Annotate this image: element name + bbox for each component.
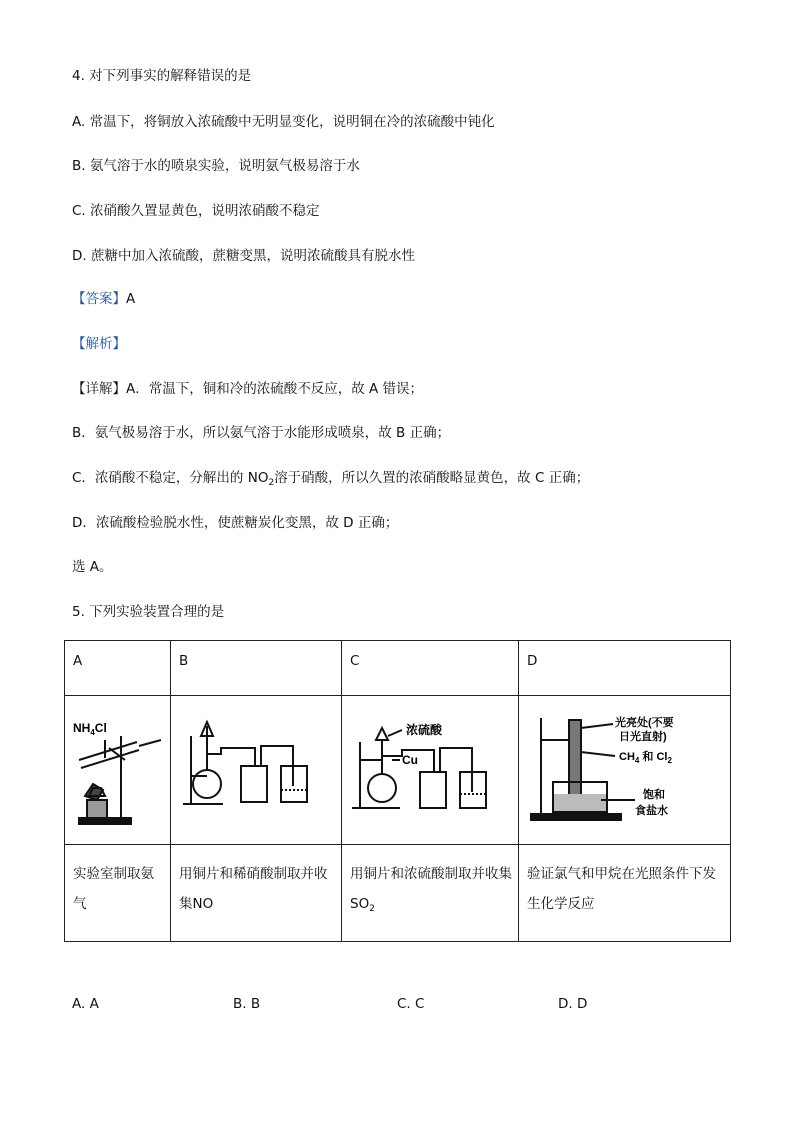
table-image-row <box>65 696 731 845</box>
a-reagent-label: $NH_4Cl$ <box>73 721 107 737</box>
detail-c-part1: C．浓硝酸不稳定，分解出的 NO <box>72 470 269 486</box>
apparatus-b-cell <box>171 696 342 845</box>
apparatus-c-diagram <box>342 696 517 844</box>
detail-tag: 【详解】 <box>72 381 126 397</box>
d-gas-label: $CH_4$ 和 $Cl_2$ <box>619 751 672 765</box>
apparatus-d-cell <box>519 696 731 845</box>
q5-choice-b: B. B <box>233 996 261 1012</box>
a-test-tube <box>79 742 137 760</box>
q5-choice-a: A. A <box>72 996 99 1012</box>
detail-a: A．常温下，铜和冷的浓硫酸不反应，故 A 错误； <box>126 381 424 397</box>
header-cell-c: C <box>342 641 519 696</box>
c-acid-label: 浓硫酸 <box>406 723 443 737</box>
header-cell-b: B <box>171 641 342 696</box>
detail-b: B．氨气极易溶于水，所以氨气溶于水能形成喷泉，故 B 正确； <box>72 425 451 441</box>
d-gas-tube <box>569 720 581 796</box>
c-flask <box>368 774 396 802</box>
q5-choice-d: D. D <box>558 996 588 1012</box>
d-light-label-2: 日光直射) <box>619 731 667 743</box>
c-funnel <box>376 728 388 740</box>
b-bottle-1 <box>241 766 267 802</box>
answer-tag: 【答案】 <box>72 291 126 307</box>
apparatus-d-diagram <box>519 696 729 844</box>
detail-d: D．浓硫酸检验脱水性，使蔗糖炭化变黑，故 D 正确； <box>72 515 399 531</box>
q5-stem: 5. 下列实验装置合理的是 <box>72 604 225 620</box>
c-bottle-1 <box>420 772 446 808</box>
header-cell-a: A <box>65 641 171 696</box>
detail-c-part2: 溶于硝酸，所以久置的浓硝酸略显黄色，故 C 正确； <box>274 470 590 486</box>
d-solution-label-2: 食盐水 <box>635 805 668 817</box>
detail-c-subscript: 2 <box>268 478 275 488</box>
b-flask <box>193 770 221 798</box>
c-acid-pointer <box>388 730 402 736</box>
a-delivery-tube <box>139 740 161 746</box>
a-test-tube-lower <box>81 750 139 768</box>
detail-c-line <box>72 469 589 487</box>
apparatus-table <box>64 640 731 942</box>
d-gas-pointer <box>581 752 615 756</box>
apparatus-a-cell <box>65 696 171 845</box>
q5-choice-c: C. C <box>397 996 425 1012</box>
answer-value: A <box>126 291 136 307</box>
table-description-row <box>65 845 731 942</box>
analysis-line <box>72 335 126 353</box>
header-cell-d: D <box>519 641 731 696</box>
a-block <box>87 800 107 818</box>
detail-a-line <box>72 380 423 398</box>
c-metal-label: Cu <box>402 753 418 767</box>
d-light-label-1: 光亮处(不要 <box>615 717 674 729</box>
apparatus-b-diagram <box>171 696 340 844</box>
q4-option-b: B. 氨气溶于水的喷泉实验，说明氨气极易溶于水 <box>72 158 360 174</box>
q4-option-d: D. 蔗糖中加入浓硫酸，蔗糖变黑，说明浓硫酸具有脱水性 <box>72 248 415 264</box>
apparatus-a-diagram <box>65 696 169 844</box>
d-solution-label-1: 饱和 <box>643 789 665 801</box>
d-light-pointer <box>581 724 613 728</box>
analysis-tag: 【解析】 <box>72 336 126 352</box>
c-tube-2 <box>440 748 472 792</box>
q4-option-c: C. 浓硝酸久置显黄色，说明浓硝酸不稳定 <box>72 203 320 219</box>
answer-line <box>72 290 135 308</box>
b-tube-1 <box>207 748 255 766</box>
apparatus-c-cell <box>342 696 519 845</box>
desc-cell-b: 用铜片和稀硝酸制取并收集NO <box>171 845 342 942</box>
a-flame <box>85 784 103 800</box>
d-stand-base <box>531 814 621 820</box>
conclusion: 选 A。 <box>72 559 113 575</box>
q4-stem: 4. 对下列事实的解释错误的是 <box>72 68 252 84</box>
table-header-row <box>65 641 731 696</box>
desc-cell-c: 用铜片和浓硫酸制取并收集$SO_2$ <box>342 845 519 942</box>
d-brine <box>554 794 606 811</box>
q4-option-a: A. 常温下，将铜放入浓硫酸中无明显变化，说明铜在冷的浓硫酸中钝化 <box>72 114 495 130</box>
desc-cell-d: 验证氯气和甲烷在光照条件下发生化学反应 <box>519 845 731 942</box>
desc-cell-a: 实验室制取氨气 <box>65 845 171 942</box>
